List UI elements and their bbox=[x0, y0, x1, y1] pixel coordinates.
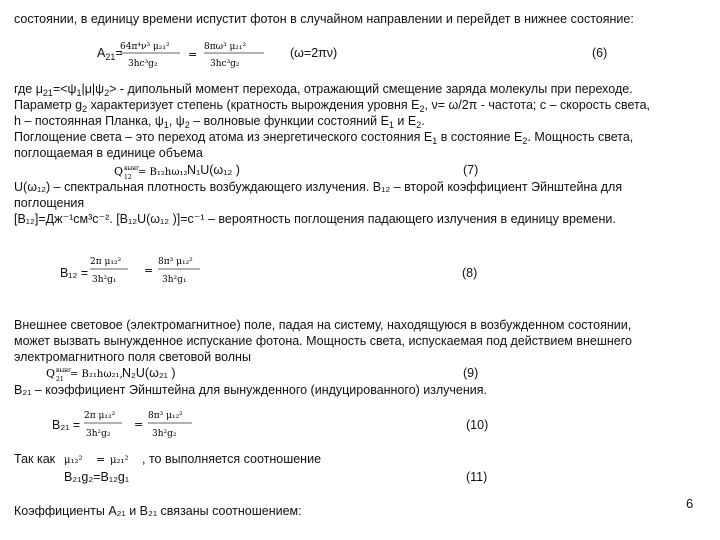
svg-text:2π μ₁₂²: 2π μ₁₂² bbox=[90, 257, 122, 267]
eq-number-6: (6) bbox=[592, 46, 608, 60]
omega-def: (ω=2πν) bbox=[290, 46, 338, 60]
svg-text:21: 21 bbox=[56, 376, 64, 383]
a21-frac1-num: 64π⁴ν³ μ₂₁² bbox=[120, 42, 170, 52]
svg-text:вынг: вынг bbox=[56, 367, 72, 374]
b12-formula bbox=[88, 250, 218, 290]
a21-frac1-den: 3hc³g₂ bbox=[128, 59, 158, 69]
svg-text:8π³ μ₁₂²: 8π³ μ₁₂² bbox=[148, 411, 183, 421]
svg-text:3h²g₁: 3h²g₁ bbox=[92, 275, 117, 285]
absorption-line-1: Поглощение света – это переход атома из энергетического состояния $Е_1$ в состояние $Е_2$. Мощность света, bbox=[14, 130, 634, 146]
eq-number-11: (11) bbox=[466, 470, 488, 484]
svg-text:вынг: вынг bbox=[124, 165, 140, 172]
spectral-line-2: поглощения bbox=[14, 196, 85, 210]
svg-text:μ₂₁²: μ₂₁² bbox=[110, 455, 129, 466]
svg-text:μ₁₂²: μ₁₂² bbox=[64, 455, 83, 466]
a21-frac2-num: 8πω³ μ₂₁² bbox=[204, 42, 247, 52]
text-line-1: состоянии, в единицу времени испустит фотон в случайном направлении и перейдет в нижнее состояние: bbox=[14, 12, 634, 26]
b21-formula bbox=[82, 404, 212, 444]
svg-text:12: 12 bbox=[124, 174, 132, 181]
dipole-line: где $\mu_{21}=<\psi_1|\mu|\psi_2>$ - дипольный момент перехода, отражающий смещение заряда молекулы при переходе. bbox=[14, 82, 633, 98]
svg-text:3h²g₁: 3h²g₁ bbox=[162, 275, 187, 285]
a21-formula bbox=[118, 36, 268, 74]
a21-label: $А_{21}=$ bbox=[97, 46, 123, 62]
svg-text:3h²g₂: 3h²g₂ bbox=[86, 429, 111, 439]
ext-line-2: может вызвать вынужденное испускание фотона. Мощность света, испускаемая под действием внешнего bbox=[14, 334, 632, 348]
b21-label: В₂₁ = bbox=[52, 418, 81, 432]
since-tail: , то выполняется соотношение bbox=[142, 452, 322, 466]
svg-text:Q: Q bbox=[46, 367, 56, 380]
since-label: Так как bbox=[14, 452, 56, 466]
a21-frac2-den: 3hc³g₂ bbox=[210, 59, 240, 69]
planck-line: h – постоянная Планка, $\psi_1$, $\psi_2$ – волновые функции состояний $Е_1$ и $Е_2$. bbox=[14, 114, 425, 130]
units-line: [В₁₂]=Дж⁻¹см³с⁻². [В₁₂U(ω₁₂ )]=с⁻¹ – вероятность поглощения падающего излучения в единицу времени. bbox=[14, 212, 616, 226]
q12-text: N₁U(ω₁₂ ) bbox=[187, 163, 240, 177]
svg-text:3h²g₂: 3h²g₂ bbox=[152, 429, 177, 439]
absorption-line-2: поглощаемая в единице объема bbox=[14, 146, 203, 160]
svg-text:=: = bbox=[96, 453, 106, 466]
g2-line: Параметр $g_2$ характеризует степень (кратность вырождения уровня $Е_2$, ν= ω/2π - частота; c – скорость света, bbox=[14, 98, 650, 114]
eq-number-8: (8) bbox=[462, 266, 478, 280]
mu-equality bbox=[62, 448, 142, 470]
svg-text:=: = bbox=[134, 418, 144, 431]
a21-eq: = bbox=[188, 48, 198, 61]
svg-text:= B₂₁hω₂₁,: = B₂₁hω₂₁, bbox=[70, 369, 123, 380]
page-number: 6 bbox=[686, 496, 694, 511]
svg-text:= B₁₂hω₁₂: = B₁₂hω₁₂ bbox=[138, 167, 188, 178]
eq-number-10: (10) bbox=[466, 418, 489, 432]
b12-label: В₁₂ = bbox=[60, 266, 89, 280]
ext-line-3: электромагнитного поля световой волны bbox=[14, 350, 251, 364]
eq-number-7: (7) bbox=[463, 163, 479, 177]
b21-definition: В₂₁ – коэффициент Эйнштейна для вынужденного (индуцированного) излучения. bbox=[14, 383, 487, 397]
b-g-relation: В₂₁g₂=В₁₂g₁ bbox=[64, 470, 130, 484]
final-line: Коэффициенты А₂₁ и В₂₁ связаны соотношением: bbox=[14, 504, 302, 518]
svg-text:=: = bbox=[144, 264, 154, 277]
svg-text:8π³ μ₁₂²: 8π³ μ₁₂² bbox=[158, 257, 193, 267]
spectral-line-1: U(ω₁₂) – спектральная плотность возбуждающего излучения. В₁₂ – второй коэффициент Эйнштейна для bbox=[14, 180, 623, 194]
q21-text: N₂U(ω₂₁ ) bbox=[122, 366, 176, 380]
svg-text:2π μ₁₂²: 2π μ₁₂² bbox=[84, 411, 116, 421]
ext-line-1: Внешнее световое (электромагнитное) поле, падая на систему, находящуюся в возбужденном состоянии, bbox=[14, 318, 632, 332]
svg-text:Q: Q bbox=[114, 165, 124, 178]
eq-number-9: (9) bbox=[463, 366, 479, 380]
